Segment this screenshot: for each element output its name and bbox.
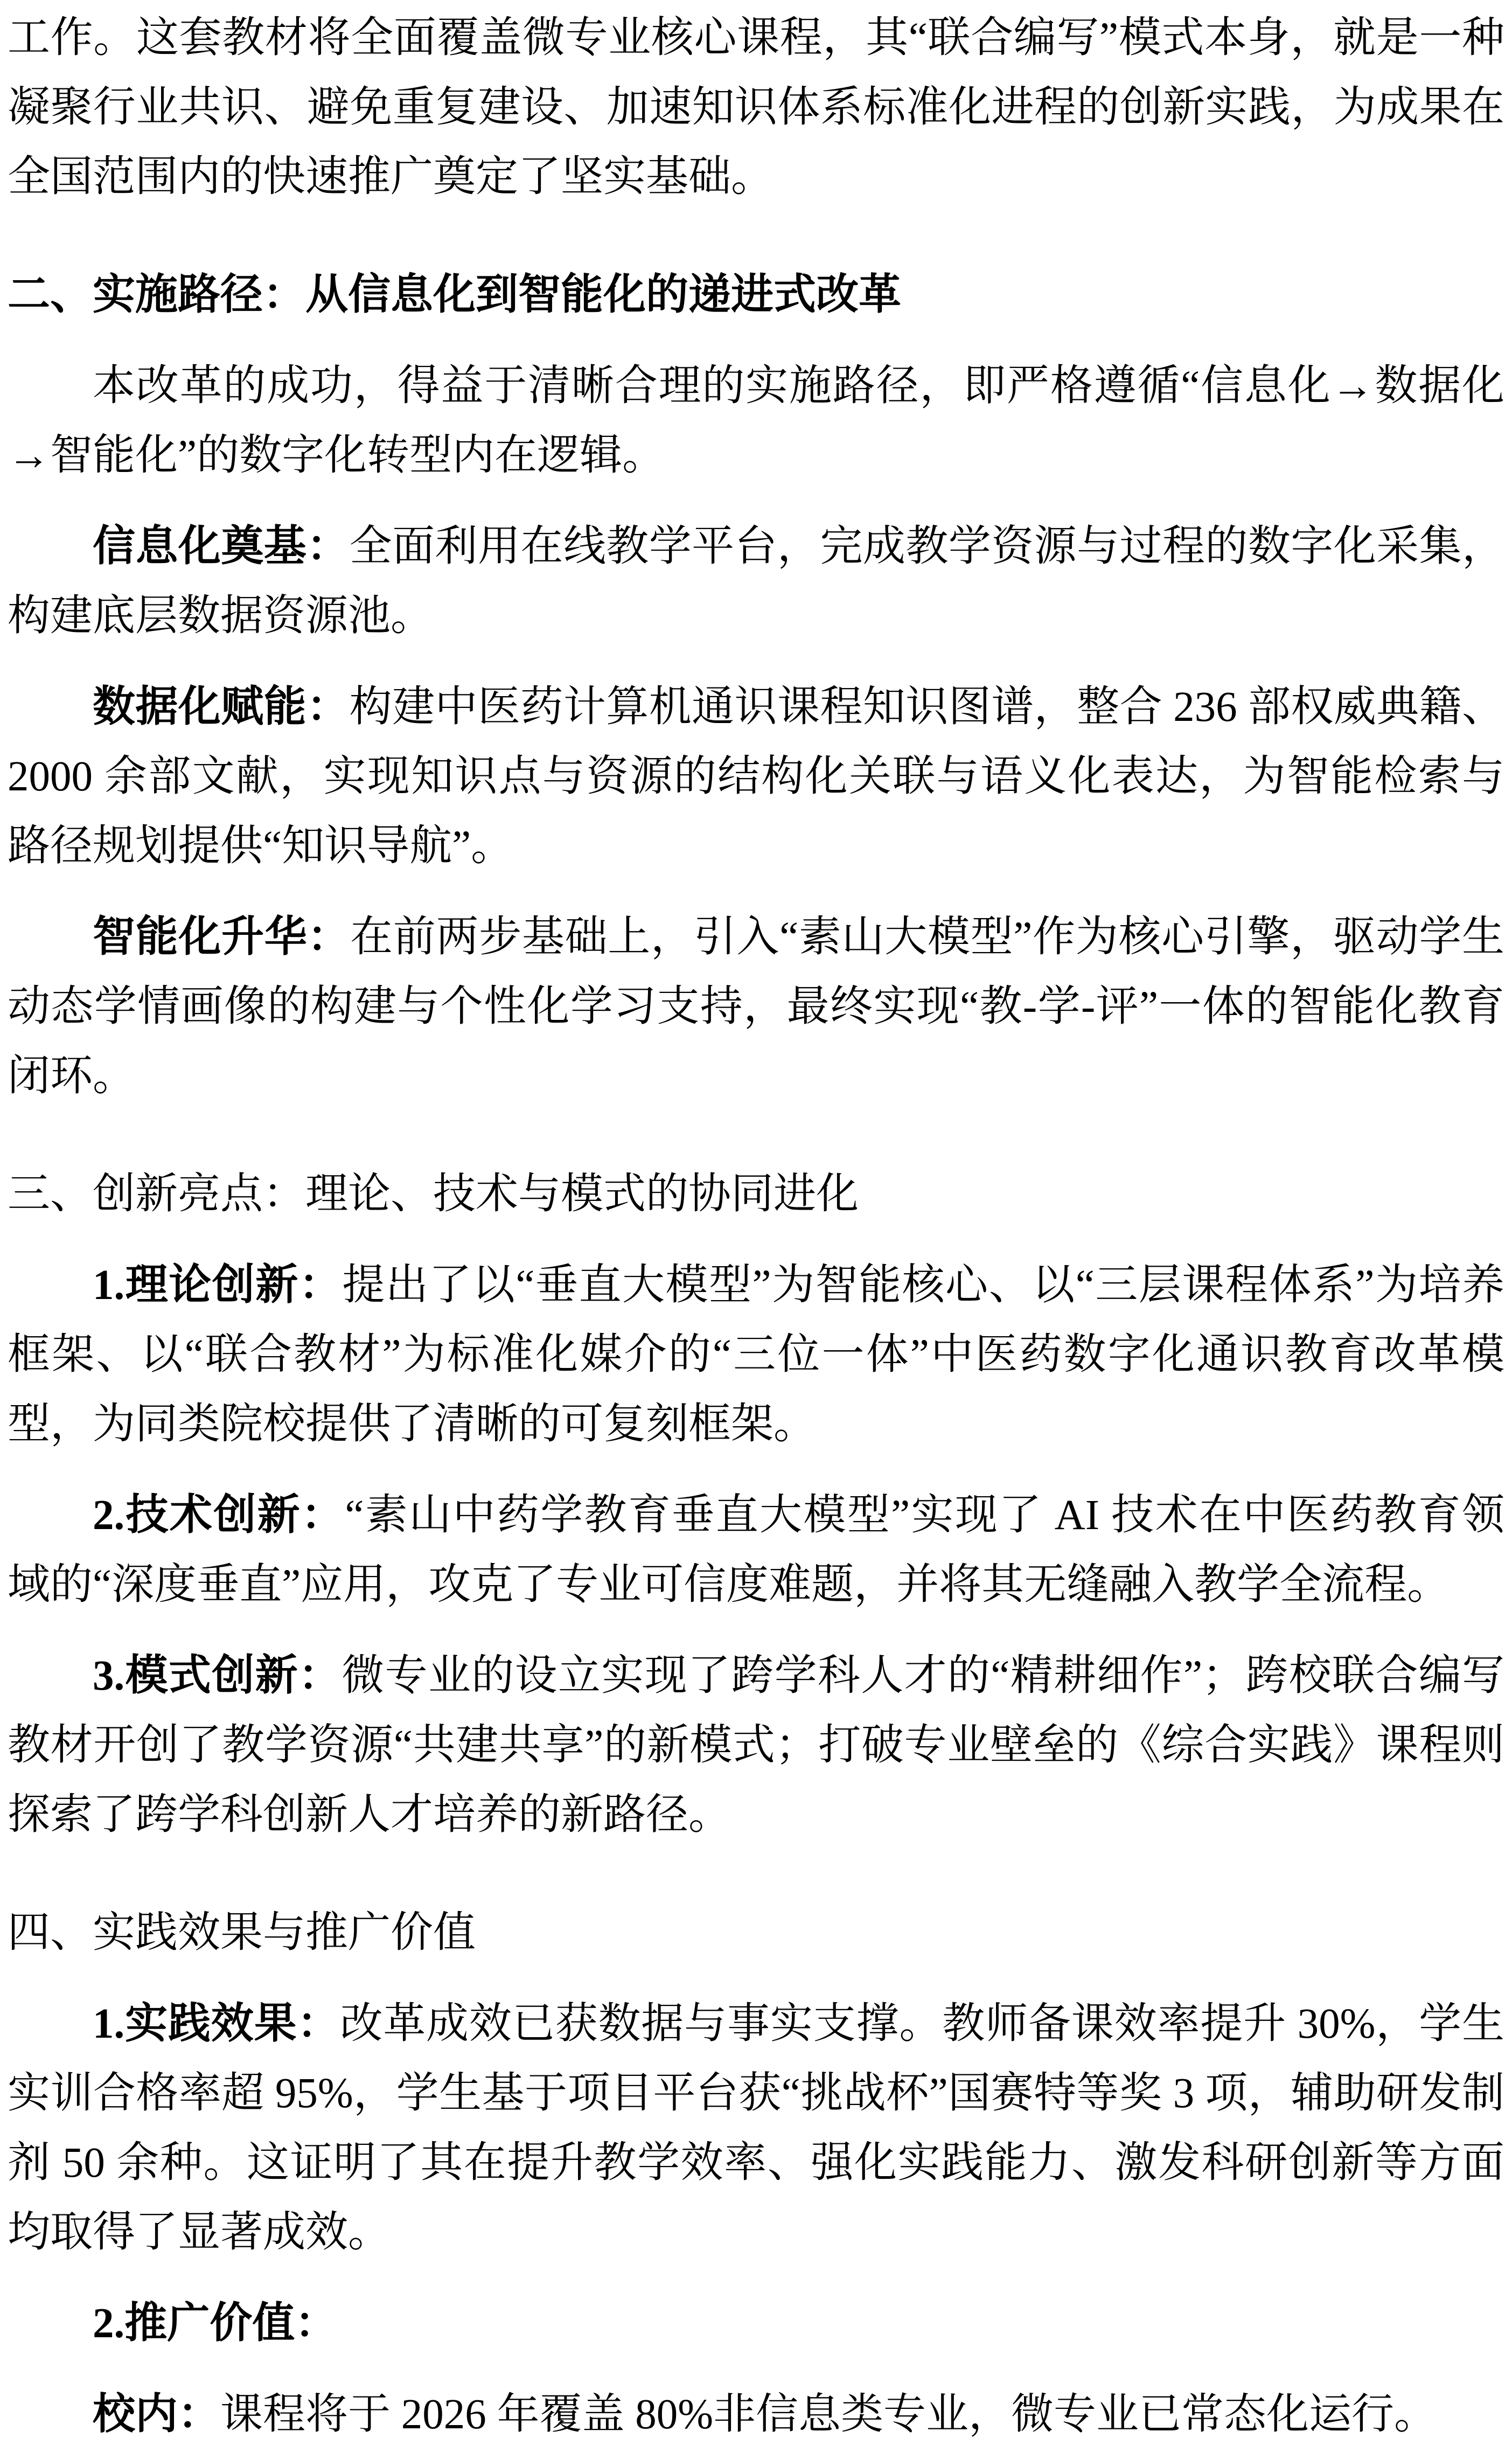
data-empowerment-lead: 数据化赋能：: [93, 684, 350, 731]
campus-internal-text: 课程将于 2026 年覆盖 80%非信息类专业，微专业已常态化运行。: [220, 2391, 1437, 2438]
paragraph-intro-continuation: [8, 3, 1504, 212]
practice-effect-lead: 1.实践效果：: [93, 2001, 340, 2047]
intelligence-sublimation-lead: 智能化升华：: [93, 914, 351, 961]
intelligence-sublimation-text: 在前两步基础上，引入“素山大模型”作为核心引擎，驱动学生动态学情画像的构建与个性化学习支持，最终实现“教-学-评”一体的智能化教育闭环。: [8, 914, 1504, 1100]
innovation-theory-text: 提出了以“垂直大模型”为智能核心、以“三层课程体系”为培养框架、以“联合教材”为标准化媒介的“三位一体”中医药数字化通识教育改革模型，为同类院校提供了清晰的可复刻框架。: [8, 1262, 1504, 1448]
paragraph-innovation-technology: [8, 1481, 1504, 1620]
paragraph-innovation-mode: [8, 1641, 1504, 1850]
paragraph-intro-text: 工作。这套教材将全面覆盖微专业核心课程，其“联合编写”模式本身，就是一种凝聚行业共识、避免重复建设、加速知识体系标准化进程的创新实践，为成果在全国范围内的快速推广奠定了坚实基础。: [8, 15, 1504, 200]
paragraph-path-overview-text: 本改革的成功，得益于清晰合理的实施路径，即严格遵循“信息化→数据化→智能化”的数字化转型内在逻辑。: [8, 363, 1504, 479]
innovation-theory-lead: 1.理论创新：: [93, 1262, 343, 1309]
info-foundation-text: 全面利用在线教学平台，完成教学资源与过程的数字化采集，构建底层数据资源池。: [8, 523, 1504, 640]
paragraph-innovation-theory: [8, 1251, 1504, 1459]
info-foundation-lead: 信息化奠基：: [93, 523, 350, 570]
section-4-heading: [8, 1898, 1504, 1968]
section-3-heading-text: 三、创新亮点：理论、技术与模式的协同进化: [8, 1171, 859, 1218]
innovation-mode-lead: 3.模式创新：: [93, 1652, 342, 1699]
section-4-heading-text: 四、实践效果与推广价值: [8, 1909, 476, 1956]
paragraph-path-overview: [8, 351, 1504, 490]
campus-internal-lead: 校内：: [93, 2391, 220, 2438]
paragraph-campus-internal: [8, 2380, 1504, 2449]
innovation-mode-text: 微专业的设立实现了跨学科人才的“精耕细作”；跨校联合编写教材开创了教学资源“共建共享”的新模式；打破专业壁垒的《综合实践》课程则探索了跨学科创新人才培养的新路径。: [8, 1652, 1504, 1838]
paragraph-info-foundation: [8, 512, 1504, 651]
data-empowerment-text: 构建中医药计算机通识课程知识图谱，整合 236 部权威典籍、2000 余部文献，实现知识点与资源的结构化关联与语义化表达，为智能检索与路径规划提供“知识导航”。: [8, 684, 1504, 870]
paragraph-practice-effect: [8, 1989, 1504, 2267]
section-2-heading: [8, 260, 1504, 330]
paragraph-promotion-value: [8, 2289, 1504, 2358]
section-3-heading: [8, 1159, 1504, 1229]
section-2-heading-text: 二、实施路径：从信息化到智能化的递进式改革: [8, 272, 901, 318]
innovation-technology-lead: 2.技术创新：: [93, 1492, 345, 1539]
practice-effect-text: 改革成效已获数据与事实支撑。教师备课效率提升 30%，学生实训合格率超 95%，学生基于项目平台获“挑战杯”国赛特等奖 3 项，辅助研发制剂 50 余种。这证明了其在提升教学效率、强化实践能力、激发科研创新等方面均取得了显著成效。: [8, 2001, 1505, 2256]
paragraph-intelligence-sublimation: [8, 902, 1504, 1111]
innovation-technology-text: “素山中药学教育垂直大模型”实现了 AI 技术在中医药教育领域的“深度垂直”应用，攻克了专业可信度难题，并将其无缝融入教学全流程。: [8, 1492, 1504, 1608]
promotion-value-lead: 2.推广价值：: [93, 2300, 338, 2347]
paragraph-data-empowerment: [8, 672, 1504, 881]
